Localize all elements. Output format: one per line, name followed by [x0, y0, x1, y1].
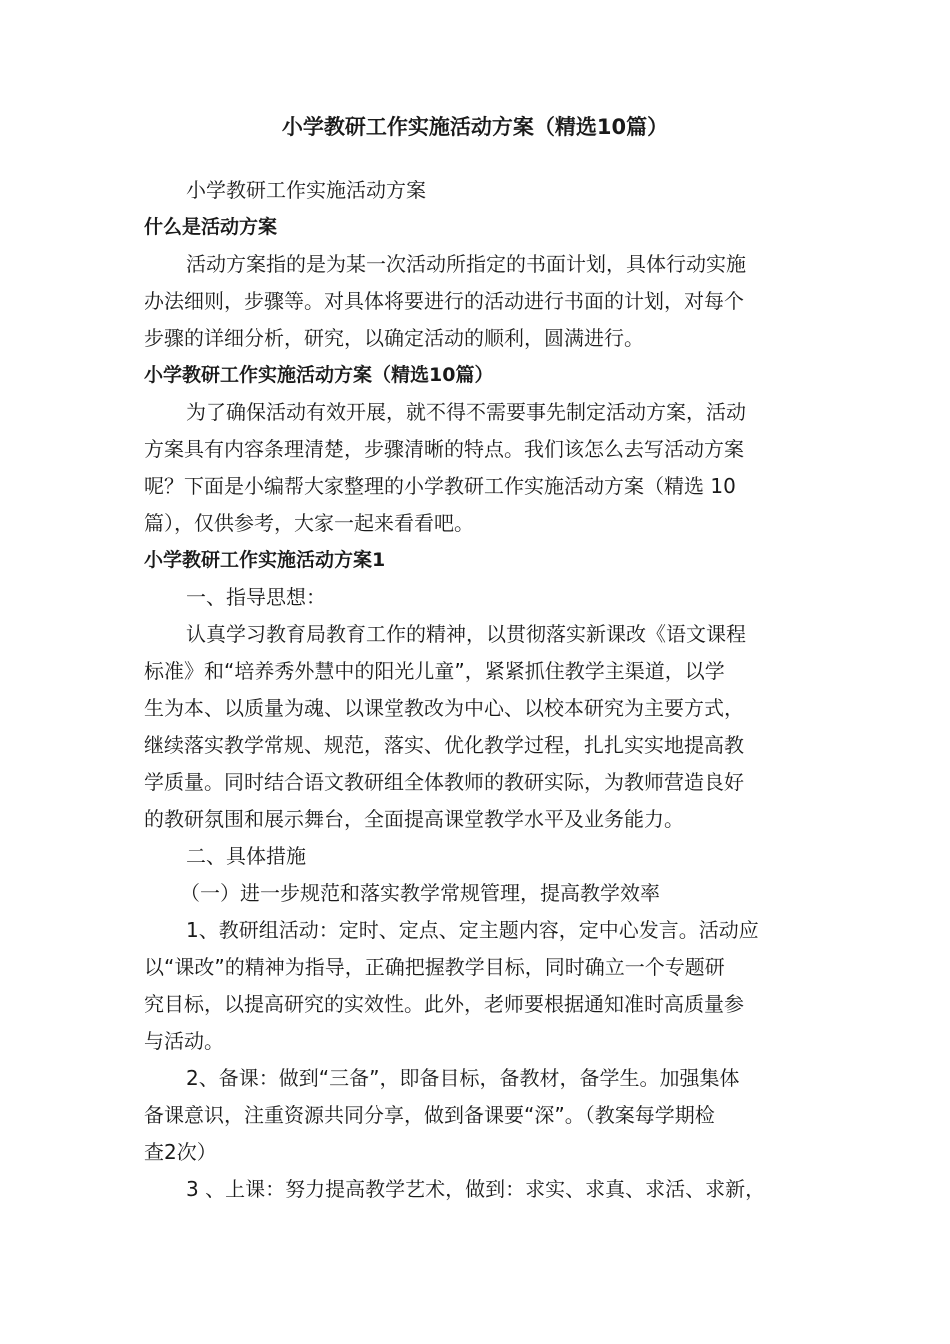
heading-selected: 小学教研工作实施活动方案（精选10篇）	[144, 364, 494, 386]
p2-line2: 方案具有内容条理清楚，步骤清晰的特点。我们该怎么去写活动方案	[144, 437, 744, 461]
section-measures: 二、具体措施	[186, 844, 306, 868]
document-title: 小学教研工作实施活动方案（精选10篇）	[281, 115, 669, 139]
p4-line2: 以“课改”的精神为指导，正确把握教学目标，同时确立一个专题研	[144, 955, 725, 979]
p1-line1: 活动方案指的是为某一次活动所指定的书面计划，具体行动实施	[186, 252, 746, 276]
p5-line2: 备课意识，注重资源共同分享，做到备课要“深”。（教案每学期检	[144, 1103, 715, 1127]
p5-line3: 查2次）	[144, 1140, 217, 1164]
section-guiding-thought: 一、指导思想：	[186, 585, 326, 609]
subsection-1: （一）进一步规范和落实教学常规管理，提高教学效率	[180, 881, 660, 905]
p4-line3: 究目标，以提高研究的实效性。此外，老师要根据通知准时高质量参	[144, 992, 744, 1016]
p4-line4: 与活动。	[144, 1029, 224, 1053]
heading-plan-1: 小学教研工作实施活动方案1	[144, 549, 386, 571]
p3-line5: 学质量。同时结合语文教研组全体教师的教研实际，为教师营造良好	[144, 770, 744, 794]
p3-line3: 生为本、以质量为魂、以课堂教改为中心、以校本研究为主要方式，	[144, 696, 744, 720]
p1-line2: 办法细则，步骤等。对具体将要进行的活动进行书面的计划，对每个	[144, 289, 744, 313]
p3-line6: 的教研氛围和展示舞台，全面提高课堂教学水平及业务能力。	[144, 807, 684, 831]
p3-line4: 继续落实教学常规、规范，落实、优化教学过程，扎扎实实地提高教	[144, 733, 744, 757]
p1-line3: 步骤的详细分析，研究，以确定活动的顺利，圆满进行。	[144, 326, 644, 350]
heading-what-is-plan: 什么是活动方案	[144, 216, 278, 238]
p2-line4: 篇），仅供参考，大家一起来看看吧。	[144, 511, 474, 535]
p2-line1: 为了确保活动有效开展，就不得不需要事先制定活动方案，活动	[186, 400, 746, 424]
p5-line1: 2、备课：做到“三备”，即备目标，备教材，备学生。加强集体	[186, 1066, 740, 1090]
p4-line1: 1、教研组活动：定时、定点、定主题内容，定中心发言。活动应	[186, 918, 759, 942]
p3-line1: 认真学习教育局教育工作的精神，以贯彻落实新课改《语文课程	[186, 622, 746, 646]
p3-line2: 标准》和“培养秀外慧中的阳光儿童”，紧紧抓住教学主渠道，以学	[144, 659, 725, 683]
subtitle: 小学教研工作实施活动方案	[186, 178, 426, 202]
p6-line1: 3 、上课：努力提高教学艺术，做到：求实、求真、求活、求新，	[186, 1177, 766, 1201]
p2-line3: 呢？下面是小编帮大家整理的小学教研工作实施活动方案（精选 10	[144, 474, 736, 498]
